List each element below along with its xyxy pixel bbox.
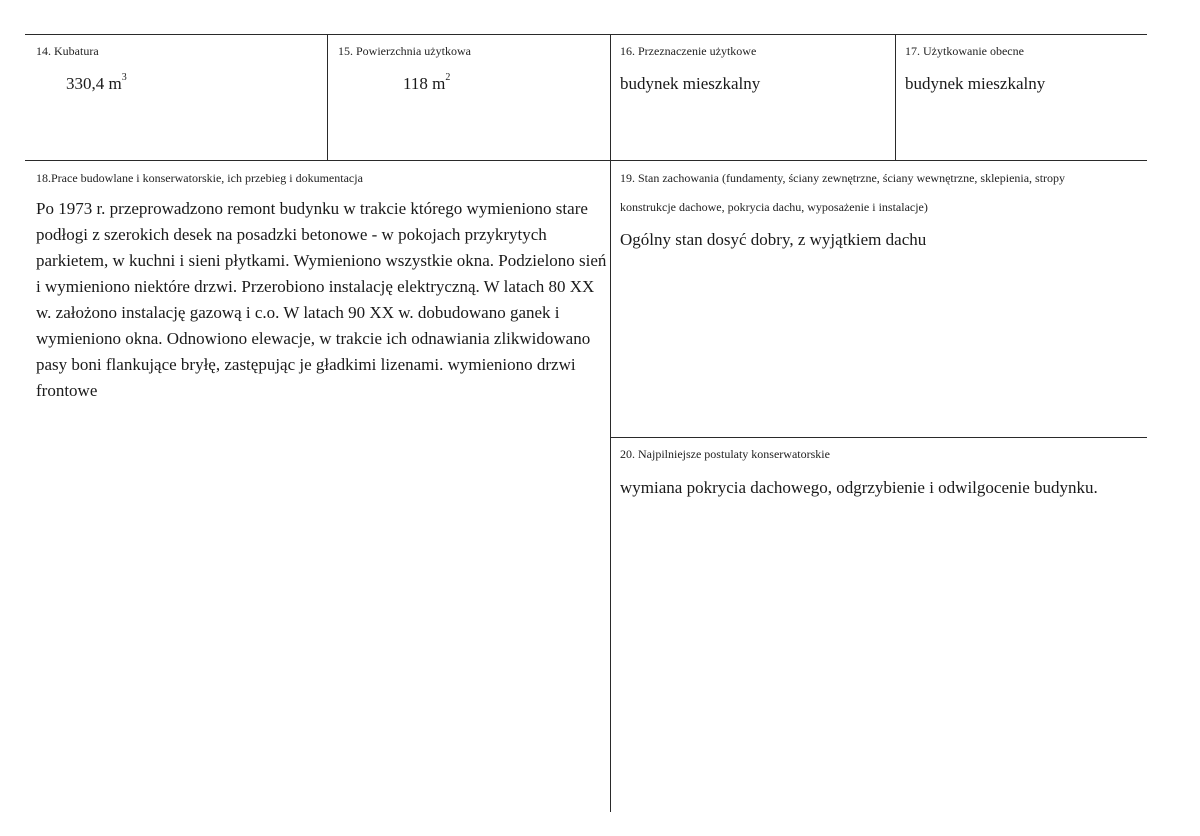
uzytkowanie-label: 17. Użytkowanie obecne — [905, 44, 1024, 58]
stan-zachowania-value: Ogólny stan dosyć dobry, z wyjątkiem dachu — [620, 230, 927, 249]
powierzchnia-value — [403, 74, 450, 94]
stan-label-line: konstrukcje dachowe, pokrycia dachu, wyposażenie i instalacje) — [620, 200, 928, 214]
prace-budowlane-text — [36, 196, 606, 404]
row-divider — [25, 160, 1147, 161]
uzytkowanie-value: budynek mieszkalny — [905, 74, 1046, 93]
col-divider-main — [610, 34, 611, 812]
powierzchnia-label: 15. Powierzchnia użytkowa — [338, 44, 471, 58]
prace-line: i wymieniono niektóre drzwi. Przerobiono instalację elektryczną. W latach 80 XX — [36, 277, 595, 296]
cell-19-20-divider — [610, 437, 1147, 438]
col-divider-14-15 — [327, 34, 328, 160]
kubatura-number: 330,4 m — [66, 74, 122, 93]
kubatura-value — [66, 74, 127, 94]
prace-line: pasy boni flankujące bryłę, zastępując je gładkimi lizenami. wymieniono drzwi — [36, 355, 576, 374]
stan-zachowania-label — [620, 164, 1065, 222]
kubatura-unit-exponent: 3 — [121, 72, 127, 83]
powierzchnia-number: 118 m — [403, 74, 446, 93]
prace-line: w. założono instalację gazową i c.o. W latach 90 XX w. dobudowano ganek i — [36, 303, 560, 322]
col-divider-16-17 — [895, 34, 896, 160]
top-border — [25, 34, 1147, 35]
prace-line: wymieniono okna. Odnowiono elewacje, w trakcie ich odnawiania zlikwidowano — [36, 329, 591, 348]
prace-line: frontowe — [36, 381, 98, 400]
przeznaczenie-label: 16. Przeznaczenie użytkowe — [620, 44, 757, 58]
prace-budowlane-label: 18.Prace budowlane i konserwatorskie, ich przebieg i dokumentacja — [36, 171, 363, 185]
postulaty-value: wymiana pokrycia dachowego, odgrzybienie i odwilgocenie budynku. — [620, 478, 1098, 497]
prace-line: parkietem, w kuchni i sieni płytkami. Wymieniono wszystkie okna. Podzielono sień — [36, 251, 607, 270]
powierzchnia-unit-exponent: 2 — [445, 72, 451, 83]
przeznaczenie-value: budynek mieszkalny — [620, 74, 761, 93]
postulaty-label: 20. Najpilniejsze postulaty konserwatorskie — [620, 447, 830, 461]
kubatura-label: 14. Kubatura — [36, 44, 99, 58]
prace-line: podłogi z szerokich desek na posadzki betonowe - w pokojach przykrytych — [36, 225, 547, 244]
prace-line: Po 1973 r. przeprowadzono remont budynku w trakcie którego wymieniono stare — [36, 199, 588, 218]
stan-label-line: 19. Stan zachowania (fundamenty, ściany zewnętrzne, ściany wewnętrzne, sklepienia, stropy — [620, 171, 1066, 185]
